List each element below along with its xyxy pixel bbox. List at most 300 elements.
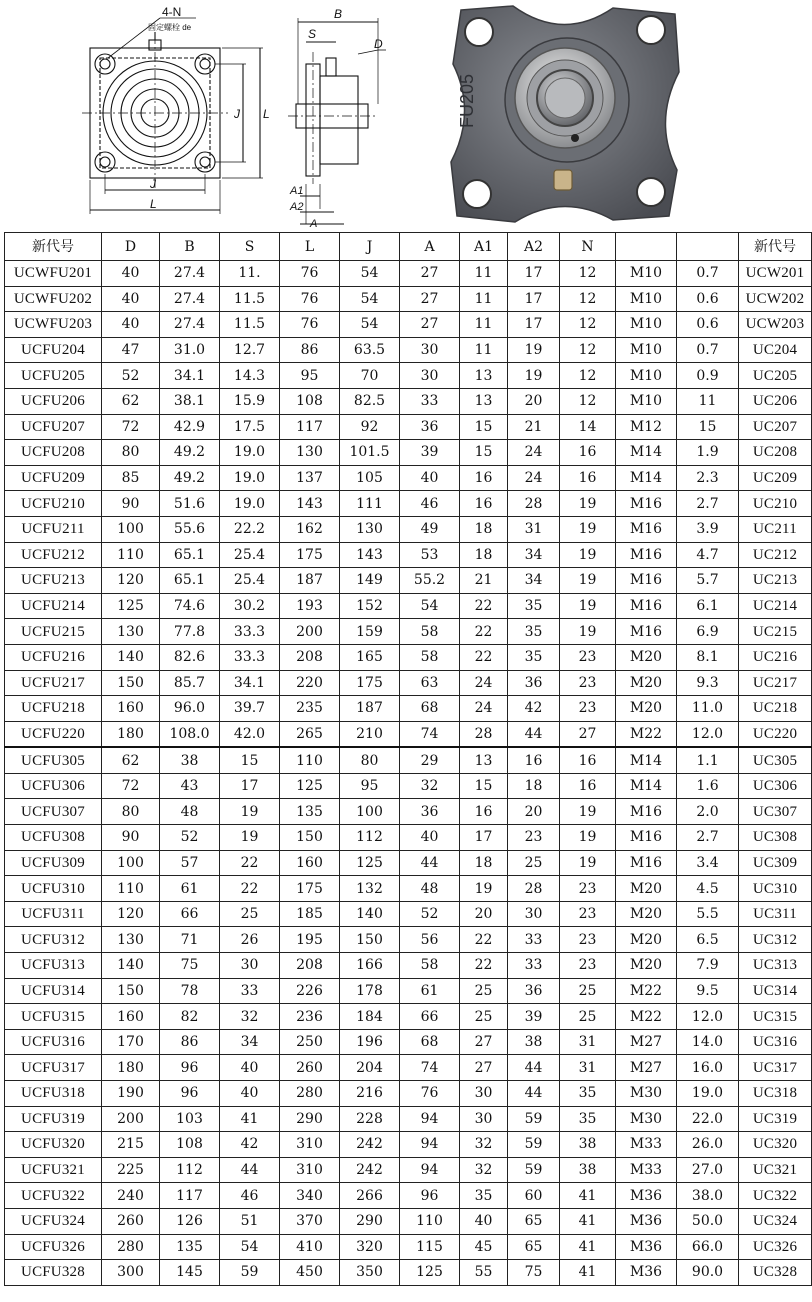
table-row	[5, 1055, 812, 1081]
table-cell: 30.2	[220, 593, 280, 619]
table-cell: M27	[616, 1029, 677, 1055]
table-cell: 6.1	[677, 593, 739, 619]
model-cell: UCFU326	[5, 1234, 102, 1260]
bearing-cell: UC213	[739, 568, 812, 594]
table-cell: M10	[616, 312, 677, 338]
table-cell: 23	[560, 696, 616, 722]
table-cell: 94	[400, 1132, 460, 1158]
table-cell: 16	[560, 465, 616, 491]
table-cell: 12.0	[677, 1004, 739, 1030]
table-cell: 75	[508, 1260, 560, 1286]
table-cell: 17	[508, 286, 560, 312]
table-cell: 1.6	[677, 773, 739, 799]
table-cell: 18	[508, 773, 560, 799]
table-cell: 19	[560, 542, 616, 568]
table-cell: 42.0	[220, 721, 280, 747]
figure-area	[0, 0, 812, 230]
table-cell: 29	[400, 747, 460, 773]
table-cell: 8.1	[677, 644, 739, 670]
model-cell: UCFU212	[5, 542, 102, 568]
table-cell: 125	[102, 593, 160, 619]
table-cell: 74.6	[160, 593, 220, 619]
table-row	[5, 1157, 812, 1183]
bearing-cell: UC321	[739, 1157, 812, 1183]
table-cell: 13	[460, 363, 508, 389]
table-cell: 78	[160, 978, 220, 1004]
table-cell: 100	[102, 850, 160, 876]
table-cell: M20	[616, 953, 677, 979]
table-cell: 20	[508, 388, 560, 414]
table-cell: 160	[280, 850, 340, 876]
mount-hole	[637, 16, 665, 44]
table-cell: 25	[560, 1004, 616, 1030]
table-cell: 22	[460, 593, 508, 619]
bearing-cell: UC214	[739, 593, 812, 619]
table-cell: 117	[160, 1183, 220, 1209]
bolt-hole	[95, 152, 115, 172]
table-cell: 53	[400, 542, 460, 568]
column-header: J	[340, 233, 400, 261]
table-cell: 58	[400, 644, 460, 670]
table-cell: 4.5	[677, 876, 739, 902]
table-cell: M36	[616, 1208, 677, 1234]
bearing-cell: UC215	[739, 619, 812, 645]
table-cell: 216	[340, 1081, 400, 1107]
table-cell: 19	[560, 799, 616, 825]
table-cell: 175	[280, 542, 340, 568]
table-cell: 36	[400, 414, 460, 440]
table-cell: 17	[508, 261, 560, 287]
table-cell: 24	[508, 440, 560, 466]
label-l-bottom: L	[150, 197, 157, 211]
table-cell: 49.2	[160, 440, 220, 466]
model-cell: UCFU319	[5, 1106, 102, 1132]
table-cell: 15	[677, 414, 739, 440]
table-cell: M36	[616, 1260, 677, 1286]
table-cell: 82.5	[340, 388, 400, 414]
model-cell: UCFU207	[5, 414, 102, 440]
bolt-hole	[195, 54, 215, 74]
bearing-cell: UC317	[739, 1055, 812, 1081]
table-cell: 19	[560, 491, 616, 517]
table-cell: 1.1	[677, 747, 739, 773]
table-cell: 80	[102, 799, 160, 825]
table-cell: 5.5	[677, 901, 739, 927]
table-cell: 30	[400, 337, 460, 363]
table-cell: 65.1	[160, 542, 220, 568]
table-cell: 14	[560, 414, 616, 440]
table-cell: M14	[616, 440, 677, 466]
table-cell: 100	[340, 799, 400, 825]
table-cell: 44	[508, 1055, 560, 1081]
table-cell: 92	[340, 414, 400, 440]
table-cell: 12	[560, 363, 616, 389]
table-row	[5, 568, 812, 594]
model-cell: UCFU210	[5, 491, 102, 517]
model-cell: UCWFU203	[5, 312, 102, 338]
table-cell: 23	[560, 901, 616, 927]
table-cell: M27	[616, 1055, 677, 1081]
table-cell: 32	[400, 773, 460, 799]
column-header: A1	[460, 233, 508, 261]
table-cell: 19	[220, 799, 280, 825]
table-cell: 25.4	[220, 568, 280, 594]
table-cell: 85.7	[160, 670, 220, 696]
table-row	[5, 953, 812, 979]
table-cell: 310	[280, 1157, 340, 1183]
bearing-cell: UC212	[739, 542, 812, 568]
model-cell: UCFU204	[5, 337, 102, 363]
table-cell: 80	[340, 747, 400, 773]
model-cell: UCFU311	[5, 901, 102, 927]
table-cell: 110	[400, 1208, 460, 1234]
table-cell: 35	[508, 593, 560, 619]
table-cell: 125	[400, 1260, 460, 1286]
table-row	[5, 388, 812, 414]
table-cell: 15.9	[220, 388, 280, 414]
table-header	[5, 233, 812, 261]
table-cell: 28	[508, 876, 560, 902]
table-cell: 60	[508, 1183, 560, 1209]
table-cell: 62	[102, 388, 160, 414]
table-cell: M16	[616, 516, 677, 542]
table-cell: 23	[560, 670, 616, 696]
table-cell: 320	[340, 1234, 400, 1260]
table-cell: 24	[508, 465, 560, 491]
table-cell: 65	[508, 1208, 560, 1234]
model-cell: UCFU324	[5, 1208, 102, 1234]
model-cell: UCFU313	[5, 953, 102, 979]
table-cell: 86	[280, 337, 340, 363]
table-cell: 19.0	[220, 491, 280, 517]
table-cell: 19	[460, 876, 508, 902]
table-cell: 71	[160, 927, 220, 953]
table-cell: 178	[340, 978, 400, 1004]
table-cell: M22	[616, 1004, 677, 1030]
model-cell: UCFU322	[5, 1183, 102, 1209]
table-cell: 11	[677, 388, 739, 414]
bearing-cell: UC315	[739, 1004, 812, 1030]
label-a: A	[310, 218, 318, 228]
table-cell: 51.6	[160, 491, 220, 517]
bearing-cell: UC322	[739, 1183, 812, 1209]
bearing-cell: UC218	[739, 696, 812, 722]
table-cell: 150	[340, 927, 400, 953]
model-cell: UCFU312	[5, 927, 102, 953]
table-cell: 24	[460, 670, 508, 696]
model-cell: UCFU211	[5, 516, 102, 542]
table-cell: 150	[102, 670, 160, 696]
table-cell: M30	[616, 1081, 677, 1107]
label-s: S	[308, 27, 317, 41]
model-cell: UCFU309	[5, 850, 102, 876]
table-cell: 16	[460, 799, 508, 825]
bearing-cell: UC318	[739, 1081, 812, 1107]
table-cell: 17.5	[220, 414, 280, 440]
table-cell: 94	[400, 1157, 460, 1183]
table-cell: 12	[560, 286, 616, 312]
table-cell: 265	[280, 721, 340, 747]
table-cell: 2.7	[677, 491, 739, 517]
table-cell: 115	[400, 1234, 460, 1260]
model-cell: UCWFU201	[5, 261, 102, 287]
table-cell: 12	[560, 388, 616, 414]
table-cell: 54	[220, 1234, 280, 1260]
table-row	[5, 619, 812, 645]
table-cell: 12	[560, 312, 616, 338]
table-cell: 33	[508, 927, 560, 953]
table-cell: 25.4	[220, 542, 280, 568]
table-row	[5, 286, 812, 312]
table-row	[5, 414, 812, 440]
table-cell: 208	[280, 644, 340, 670]
table-cell: 240	[102, 1183, 160, 1209]
table-cell: 210	[340, 721, 400, 747]
table-cell: 350	[340, 1260, 400, 1286]
table-cell: 22	[460, 927, 508, 953]
table-cell: 101.5	[340, 440, 400, 466]
table-cell: 18	[460, 542, 508, 568]
table-cell: 51	[220, 1208, 280, 1234]
model-cell: UCFU209	[5, 465, 102, 491]
model-cell: UCFU213	[5, 568, 102, 594]
table-cell: 28	[460, 721, 508, 747]
bearing-cell: UC216	[739, 644, 812, 670]
table-cell: 25	[560, 978, 616, 1004]
table-cell: 95	[280, 363, 340, 389]
table-row	[5, 1260, 812, 1286]
mount-hole	[637, 178, 665, 206]
table-row	[5, 978, 812, 1004]
table-cell: 33.3	[220, 644, 280, 670]
label-b: B	[334, 7, 343, 21]
table-cell: 23	[560, 927, 616, 953]
table-cell: 22.2	[220, 516, 280, 542]
table-cell: 21	[508, 414, 560, 440]
table-cell: 42	[220, 1132, 280, 1158]
table-cell: 22	[220, 876, 280, 902]
model-cell: UCFU214	[5, 593, 102, 619]
table-cell: 44	[508, 721, 560, 747]
casting-mark: FU205	[457, 73, 477, 128]
bolt-hole	[195, 152, 215, 172]
table-cell: 19	[560, 593, 616, 619]
table-cell: 110	[280, 747, 340, 773]
table-cell: 27	[400, 312, 460, 338]
table-cell: 15	[220, 747, 280, 773]
table-cell: 17	[508, 312, 560, 338]
table-cell: 145	[160, 1260, 220, 1286]
table-row	[5, 747, 812, 773]
table-cell: 27.4	[160, 261, 220, 287]
table-cell: 34	[508, 568, 560, 594]
table-cell: 132	[340, 876, 400, 902]
table-cell: 31	[560, 1029, 616, 1055]
table-cell: 18	[460, 850, 508, 876]
table-cell: 27	[400, 261, 460, 287]
table-cell: 35	[560, 1081, 616, 1107]
bearing-cell: UC326	[739, 1234, 812, 1260]
table-cell: 140	[340, 901, 400, 927]
table-cell: 242	[340, 1132, 400, 1158]
table-cell: 25	[460, 1004, 508, 1030]
table-cell: 30	[460, 1106, 508, 1132]
table-cell: 40	[400, 465, 460, 491]
table-cell: 185	[280, 901, 340, 927]
bearing-cell: UC309	[739, 850, 812, 876]
table-cell: 96.0	[160, 696, 220, 722]
table-cell: 54	[340, 312, 400, 338]
table-cell: 35	[560, 1106, 616, 1132]
table-cell: 38	[160, 747, 220, 773]
label-4n: 4-N	[162, 5, 182, 19]
table-cell: 13	[460, 747, 508, 773]
model-cell: UCFU316	[5, 1029, 102, 1055]
table-cell: 12	[560, 261, 616, 287]
table-cell: 19.0	[220, 465, 280, 491]
table-cell: 170	[102, 1029, 160, 1055]
table-cell: 208	[280, 953, 340, 979]
table-cell: 59	[508, 1132, 560, 1158]
table-cell: 35	[460, 1183, 508, 1209]
table-row	[5, 337, 812, 363]
table-cell: 31	[508, 516, 560, 542]
table-cell: 90	[102, 825, 160, 851]
bearing-cell: UC217	[739, 670, 812, 696]
table-cell: 66	[160, 901, 220, 927]
table-row	[5, 901, 812, 927]
model-cell: UCFU328	[5, 1260, 102, 1286]
table-row	[5, 670, 812, 696]
table-cell: 162	[280, 516, 340, 542]
table-cell: 35	[508, 619, 560, 645]
table-cell: 20	[460, 901, 508, 927]
table-cell: 23	[560, 644, 616, 670]
table-cell: 46	[400, 491, 460, 517]
column-header: D	[102, 233, 160, 261]
table-cell: 39.7	[220, 696, 280, 722]
model-cell: UCFU205	[5, 363, 102, 389]
table-cell: 65	[508, 1234, 560, 1260]
table-cell: 226	[280, 978, 340, 1004]
table-cell: 27	[460, 1029, 508, 1055]
table-cell: 23	[560, 953, 616, 979]
table-cell: 22	[460, 619, 508, 645]
table-cell: 31.0	[160, 337, 220, 363]
table-cell: 44	[400, 850, 460, 876]
bearing-cell: UC306	[739, 773, 812, 799]
table-cell: 34	[508, 542, 560, 568]
table-row	[5, 721, 812, 747]
table-cell: 76	[400, 1081, 460, 1107]
bearing-cell: UC205	[739, 363, 812, 389]
table-cell: 33	[220, 978, 280, 1004]
bearing-cell: UC305	[739, 747, 812, 773]
bearing-cell: UC310	[739, 876, 812, 902]
table-cell: 96	[400, 1183, 460, 1209]
table-cell: 11	[460, 286, 508, 312]
table-cell: 120	[102, 568, 160, 594]
table-row	[5, 1004, 812, 1030]
table-cell: 45	[460, 1234, 508, 1260]
table-cell: 22	[220, 850, 280, 876]
table-cell: 235	[280, 696, 340, 722]
table-cell: 40	[102, 261, 160, 287]
table-cell: M10	[616, 337, 677, 363]
table-cell: 58	[400, 953, 460, 979]
table-cell: M16	[616, 491, 677, 517]
table-cell: 43	[160, 773, 220, 799]
table-cell: 16	[560, 747, 616, 773]
table-cell: 11	[460, 337, 508, 363]
table-cell: 72	[102, 414, 160, 440]
table-cell: 16	[560, 440, 616, 466]
table-cell: 280	[280, 1081, 340, 1107]
table-cell: 26	[220, 927, 280, 953]
model-cell: UCFU320	[5, 1132, 102, 1158]
table-row	[5, 799, 812, 825]
table-cell: 59	[508, 1106, 560, 1132]
table-cell: M36	[616, 1234, 677, 1260]
table-cell: 108	[280, 388, 340, 414]
table-row	[5, 696, 812, 722]
table-cell: 16	[460, 491, 508, 517]
table-cell: 33	[400, 388, 460, 414]
table-cell: 16	[460, 465, 508, 491]
table-row	[5, 1183, 812, 1209]
table-cell: 11.5	[220, 286, 280, 312]
table-cell: 16	[560, 773, 616, 799]
table-cell: 30	[400, 363, 460, 389]
table-cell: 82.6	[160, 644, 220, 670]
table-cell: 310	[280, 1132, 340, 1158]
table-cell: 6.9	[677, 619, 739, 645]
table-cell: 76	[280, 261, 340, 287]
table-cell: 340	[280, 1183, 340, 1209]
bearing-cell: UC308	[739, 825, 812, 851]
table-cell: 68	[400, 696, 460, 722]
table-row	[5, 312, 812, 338]
table-cell: 13	[460, 388, 508, 414]
table-cell: M20	[616, 670, 677, 696]
table-cell: 130	[102, 927, 160, 953]
table-cell: 15	[460, 414, 508, 440]
table-cell: 25	[508, 850, 560, 876]
table-cell: 12	[560, 337, 616, 363]
table-cell: 2.0	[677, 799, 739, 825]
table-cell: 117	[280, 414, 340, 440]
table-cell: 143	[340, 542, 400, 568]
table-cell: 41	[560, 1234, 616, 1260]
table-cell: 52	[400, 901, 460, 927]
table-cell: M20	[616, 696, 677, 722]
table-cell: 152	[340, 593, 400, 619]
table-cell: 140	[102, 644, 160, 670]
model-cell: UCFU217	[5, 670, 102, 696]
table-cell: 41	[220, 1106, 280, 1132]
label-d: D	[374, 37, 383, 51]
table-cell: 11	[460, 312, 508, 338]
table-cell: 62	[102, 747, 160, 773]
model-cell: UCFU314	[5, 978, 102, 1004]
table-cell: 11.5	[220, 312, 280, 338]
table-cell: 56	[400, 927, 460, 953]
table-cell: 94	[400, 1106, 460, 1132]
table-cell: 38.0	[677, 1183, 739, 1209]
table-cell: 150	[102, 978, 160, 1004]
table-row	[5, 1081, 812, 1107]
model-cell: UCFU310	[5, 876, 102, 902]
